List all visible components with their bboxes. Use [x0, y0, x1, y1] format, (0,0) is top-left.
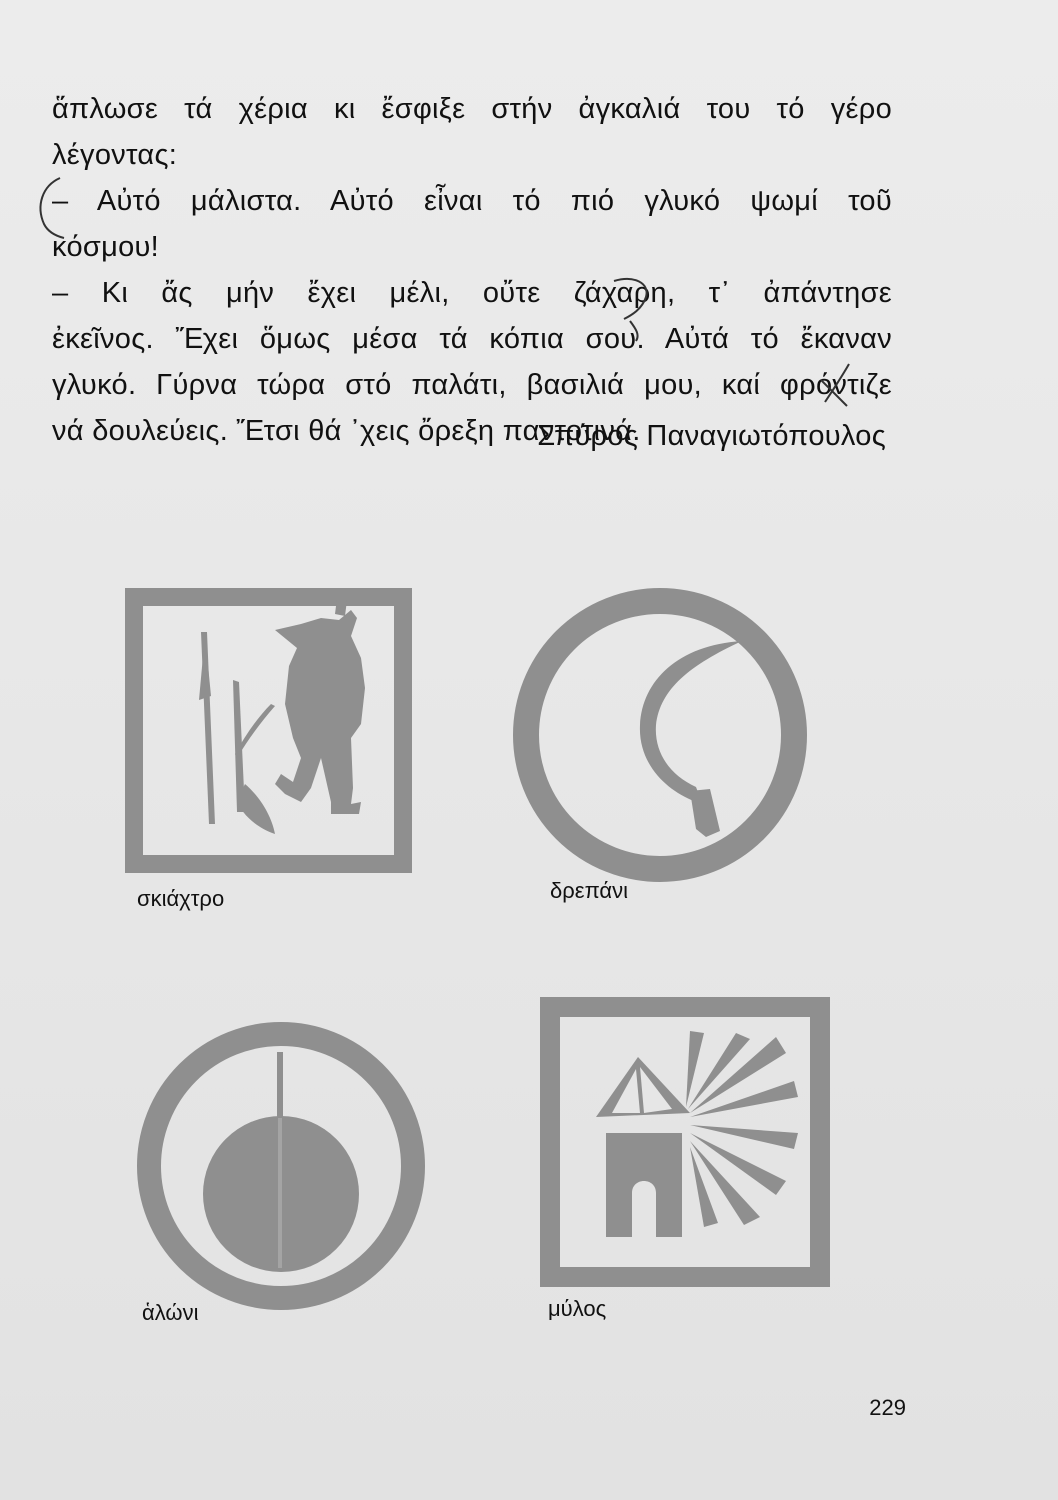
story-line: ἐκεῖνος. Ἔχει ὅμως μέσα τά κόπια σου. Αὐτά τό ἔκαναν [52, 323, 892, 355]
caption-threshing-floor: ἁλώνι [142, 1300, 199, 1325]
sickle-icon [510, 585, 810, 885]
story-line: γλυκό. Γύρνα τώρα στό παλάτι, βασιλιά μου, καί φρόντιζε [52, 369, 892, 401]
pencil-bracket-icon [610, 275, 660, 345]
caption-windmill: μύλος [548, 1296, 607, 1321]
threshing-floor-icon [133, 1018, 429, 1314]
caption-scarecrow: σκιάχτρο [137, 886, 225, 911]
author-name: Σπύρος Παναγιωτόπουλος [537, 420, 886, 452]
story-line: κόσμου! [52, 231, 160, 263]
page-number: 229 [869, 1395, 906, 1420]
story-line: ἅπλωσε τά χέρια κι ἔσφιξε στήν ἀγκαλιά του τό γέρο [52, 93, 892, 125]
caption-sickle: δρεπάνι [550, 878, 629, 903]
pencil-cross-icon [815, 360, 855, 410]
story-line: – Αὐτό μάλιστα. Αὐτό εἶναι τό πιό γλυκό ψωμί τοῦ [52, 185, 892, 217]
story-line: – Κι ἄς μήν ἔχει μέλι, οὔτε ζάχαρη, τ᾿ ἀπάντησε [52, 277, 892, 309]
pencil-bracket-icon [30, 172, 70, 242]
story-line: λέγοντας: [52, 139, 178, 171]
story-line: νά δουλεύεις. Ἔτσι θά ᾿χεις ὄρεξη παντοτινά. [52, 415, 641, 447]
windmill-icon [540, 997, 830, 1287]
story-text [52, 86, 892, 454]
scarecrow-icon [125, 588, 412, 873]
